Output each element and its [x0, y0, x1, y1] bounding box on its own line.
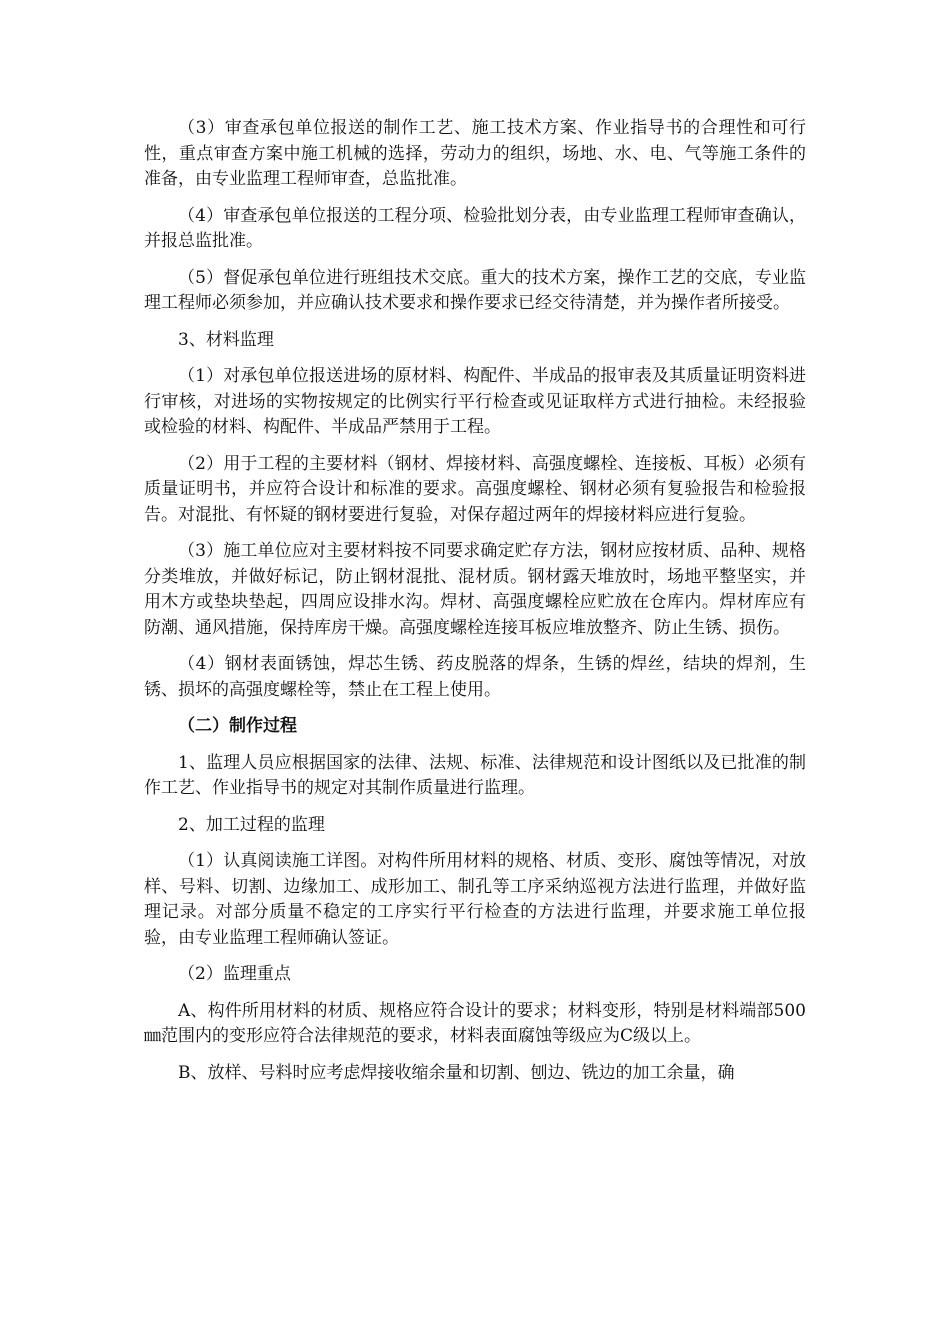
- document-page: [144, 116, 806, 1097]
- paragraph-focus-b-layout: B、放样、号料时应考虑焊接收缩余量和切割、刨边、铣边的加工余量，确: [178, 1062, 735, 1083]
- paragraph-focus-a-materials: A、构件所用材料的材质、规格应符合设计的要求；材料变形，特别是材料端部500㎜范围内的变形应符合法律规范的要求，材料表面腐蚀等级应为C级以上。: [144, 1000, 806, 1046]
- section-heading-supervision-focus: （2）监理重点: [178, 964, 291, 984]
- section-heading-processing-supervision: 2、加工过程的监理: [178, 814, 325, 835]
- paragraph-read-detail-drawings: （1）认真阅读施工详图。对构件所用材料的规格、材质、变形、腐蚀等情况，对放样、号料、切割、边缘加工、成形加工、制孔等工序采纳巡视方法进行监理，并做好监理记录。对部分质量不稳定的工序实行平行检查的方法进行监理，并要求施工单位报验，由专业监理工程师确认签证。: [144, 851, 806, 948]
- paragraph-main-materials: （2）用于工程的主要材料（钢材、焊接材料、高强度螺栓、连接板、耳板）必须有质量证明书，并应符合设计和标准的要求。高强度螺栓、钢材必须有复验报告和检验报告。对混批、有怀疑的钢材要进行复验，对保存超过两年的焊接材料应进行复验。: [144, 453, 806, 525]
- section-heading-fabrication-process: （二）制作过程: [178, 716, 297, 736]
- paragraph-review-process-plan: （3）审查承包单位报送的制作工艺、施工技术方案、作业指导书的合理性和可行性，重点审查方案中施工机械的选择，劳动力的组织，场地、水、电、气等施工条件的准备，由专业监理工程师审查，总监批准。: [144, 118, 806, 189]
- paragraph-technical-briefing: （5）督促承包单位进行班组技术交底。重大的技术方案，操作工艺的交底，专业监理工程师必须参加，并应确认技术要求和操作要求已经交待清楚，并为操作者所接受。: [144, 267, 806, 313]
- paragraph-material-storage: （3）施工单位应对主要材料按不同要求确定贮存方法，钢材应按材质、品种、规格分类堆放，并做好标记，防止钢材混批、混材质。钢材露天堆放时，场地平整坚实，并用木方或垫块垫起，四周应设排水沟。焊材、高强度螺栓应贮放在仓库内。焊材库应有防潮、通风措施，保持库房干燥。高强度螺栓连接耳板应堆放整齐、防止生锈、损伤。: [144, 541, 806, 638]
- paragraph-fabrication-supervision: 1、监理人员应根据国家的法律、法规、标准、法律规范和设计图纸以及已批准的制作工艺、作业指导书的规定对其制作质量进行监理。: [144, 752, 806, 798]
- paragraph-review-division-table: （4）审查承包单位报送的工程分项、检验批划分表，由专业监理工程师审查确认，并报总监批准。: [144, 205, 806, 251]
- section-heading-material-supervision: 3、材料监理: [178, 329, 274, 350]
- paragraph-material-review: （1）对承包单位报送进场的原材料、构配件、半成品的报审表及其质量证明资料进行审核，对进场的实物按规定的比例实行平行检查或见证取样方式进行抽检。未经报验或检验的材料、构配件、半成品严禁用于工程。: [144, 366, 806, 437]
- paragraph-prohibited-materials: （4）钢材表面锈蚀，焊芯生锈、药皮脱落的焊条，生锈的焊丝，结块的焊剂，生锈、损坏的高强度螺栓等，禁止在工程上使用。: [144, 654, 806, 700]
